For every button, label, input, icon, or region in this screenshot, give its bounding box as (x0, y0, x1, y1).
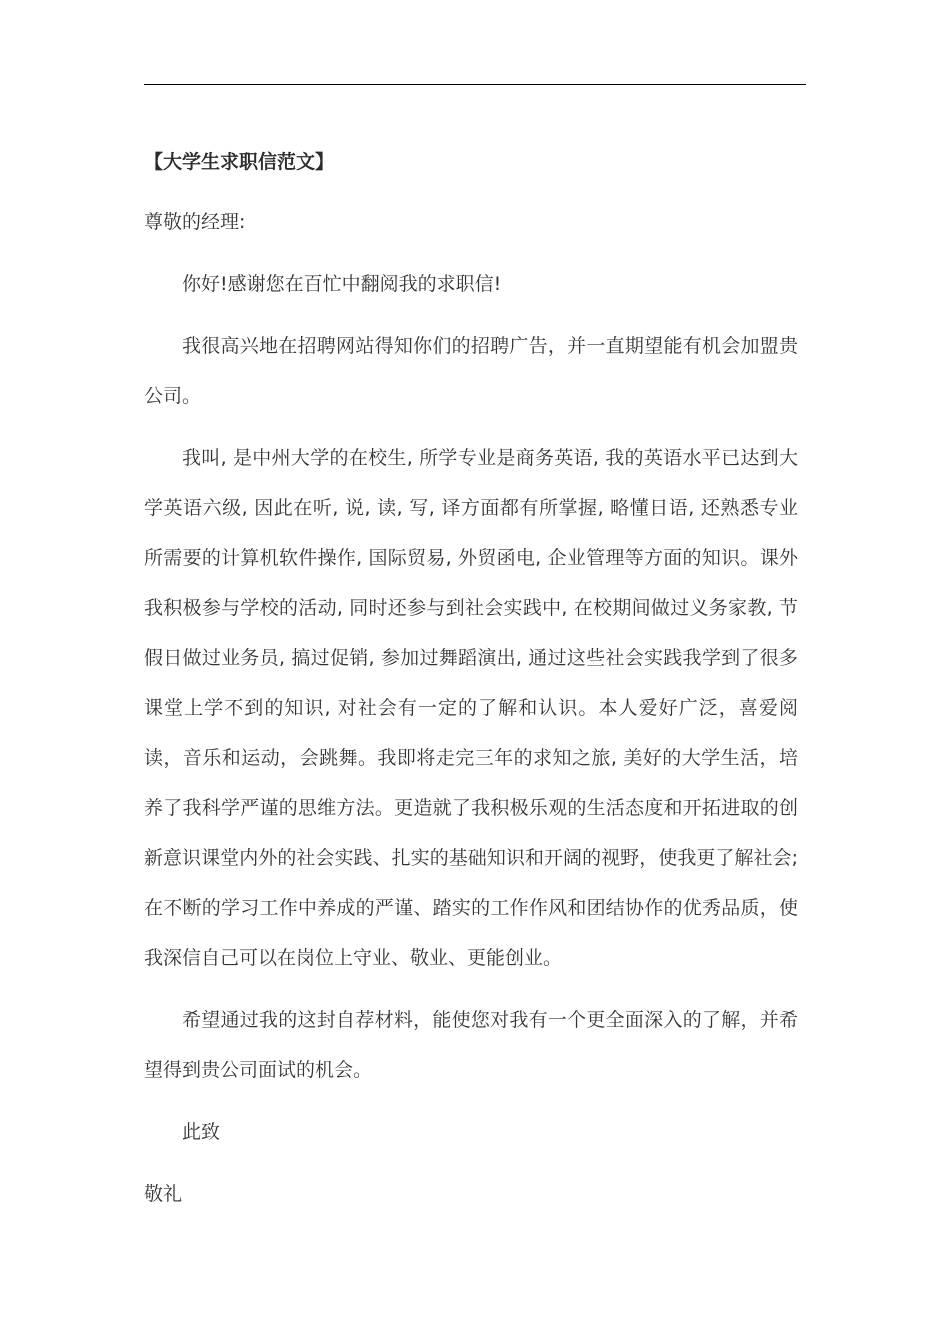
header-rule (144, 84, 806, 85)
greeting: 尊敬的经理: (144, 211, 246, 233)
letter-title: 【大学生求职信范文】 (144, 151, 335, 173)
paragraph-hope: 希望通过我的这封自荐材料，能使您对我有一个更全面深入的了解，并希望得到贵公司面试的机会。 (144, 1009, 798, 1081)
paragraph-thanks: 你好!感谢您在百忙中翻阅我的求职信! (182, 273, 502, 295)
salutation: 敬礼 (144, 1183, 183, 1205)
paragraph-intro: 我很高兴地在招聘网站得知你们的招聘广告，并一直期望能有机会加盟贵公司。 (144, 335, 798, 407)
letter-body (144, 140, 798, 1219)
paragraph-background: 我叫, 是中州大学的在校生, 所学专业是商务英语, 我的英语水平已达到大学英语六级, 因此在听, 说, 读, 写, 译方面都有所掌握, 略懂日语, 还熟悉专业所需要的计算机软件操作, 国际贸易, 外贸函电, 企业管理等方面的知识。课外我积极参与学校的活动, 同时还参与到社会实践中, 在校期间做过义务家教, 节假日做过业务员, 搞过促销, 参加过舞蹈演出, 通过这些社会实践我学到了很多课堂上学不到的知识, 对社会有一定的了解和认识。本人爱好广泛，喜爱阅读，音乐和运动，会跳舞。我即将走完三年的求知之旅, 美好的大学生活，培养了我科学严谨的思维方法。更造就了我积极乐观的生活态度和开拓进取的创新意识课堂内外的社会实践、扎实的基础知识和开阔的视野，使我更了解社会;在不断的学习工作中养成的严谨、踏实的工作作风和团结协作的优秀品质，使我深信自己可以在岗位上守业、敬业、更能创业。 (144, 447, 798, 969)
closing: 此致 (182, 1121, 221, 1143)
